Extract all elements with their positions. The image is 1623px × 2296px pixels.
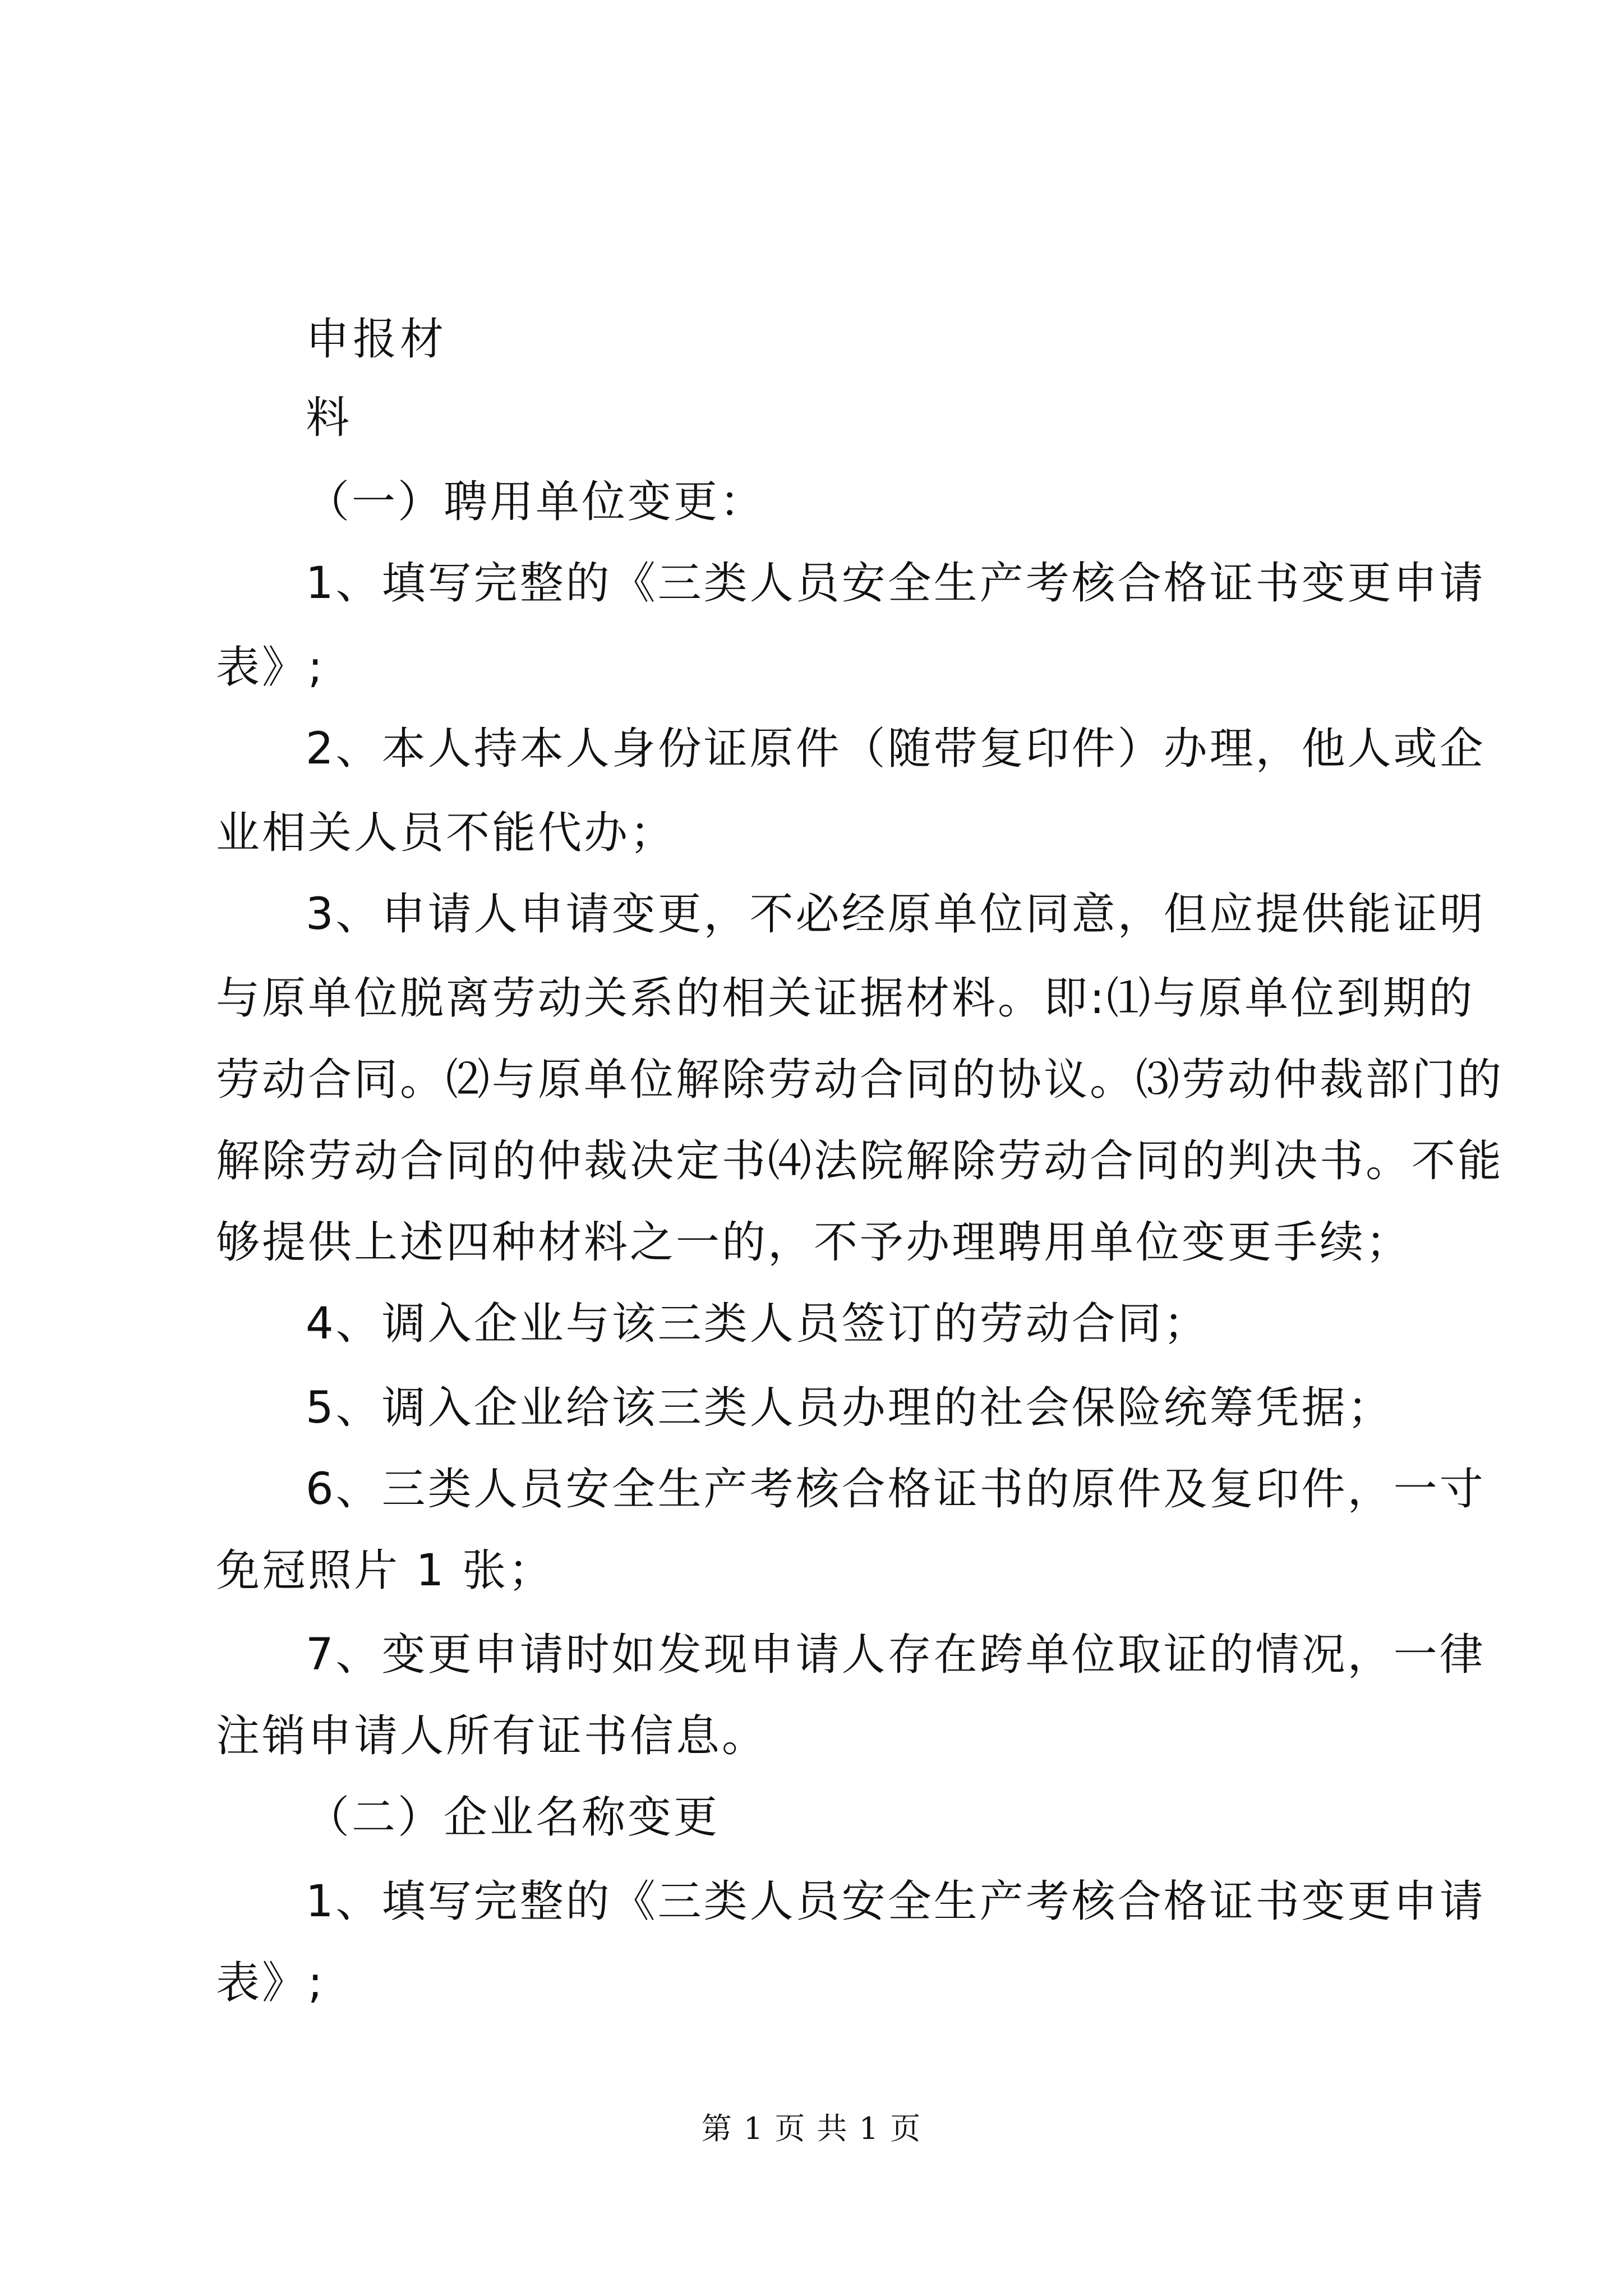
section-1-item-2-line-1: 2、本人持本人身份证原件（随带复印件）办理，他人或企 [306,724,1486,774]
page-footer: 第 1 页 共 1 页 [701,2111,922,2146]
document-title-line-1: 申报材 [306,314,448,365]
section-1-item-7-line-1: 7、变更申请时如发现申请人存在跨单位取证的情况，一律 [306,1630,1486,1680]
section-1-item-5: 5、调入企业给该三类人员办理的社会保险统筹凭据； [306,1383,1394,1433]
section-1-item-6-line-2: 免冠照片 1 张； [216,1545,555,1596]
section-1-item-1-line-2: 表》; [216,642,325,693]
section-1-item-3-line-3: 劳动合同。⑵与原单位解除劳动合同的协议。⑶劳动仲裁部门的 [216,1055,1504,1105]
section-1-item-3-line-4: 解除劳动合同的仲裁决定书⑷法院解除劳动合同的判决书。不能 [216,1136,1504,1186]
section-1-item-3-line-2: 与原单位脱离劳动关系的相关证据材料。即:⑴与原单位到期的 [216,973,1475,1024]
section-1-item-1-line-1: 1、填写完整的《三类人员安全生产考核合格证书变更申请 [306,558,1486,609]
section-2-heading: （二）企业名称变更 [306,1792,720,1843]
section-1-item-4: 4、调入企业与该三类人员签订的劳动合同； [306,1299,1210,1349]
section-1-heading: （一）聘用单位变更： [306,477,766,527]
section-1-item-6-line-1: 6、三类人员安全生产考核合格证书的原件及复印件，一寸 [306,1464,1486,1515]
section-1-item-2-line-2: 业相关人员不能代办； [216,808,676,858]
section-1-item-7-line-2: 注销申请人所有证书信息。 [216,1711,768,1761]
section-1-item-3-line-5: 够提供上述四种材料之一的，不予办理聘用单位变更手续； [216,1217,1412,1268]
section-1-item-3-line-1: 3、申请人申请变更，不必经原单位同意，但应提供能证明 [306,889,1486,940]
section-2-item-1-line-2: 表》; [216,1958,325,2008]
document-title-line-2: 料 [306,393,353,443]
section-2-item-1-line-1: 1、填写完整的《三类人员安全生产考核合格证书变更申请 [306,1876,1486,1927]
